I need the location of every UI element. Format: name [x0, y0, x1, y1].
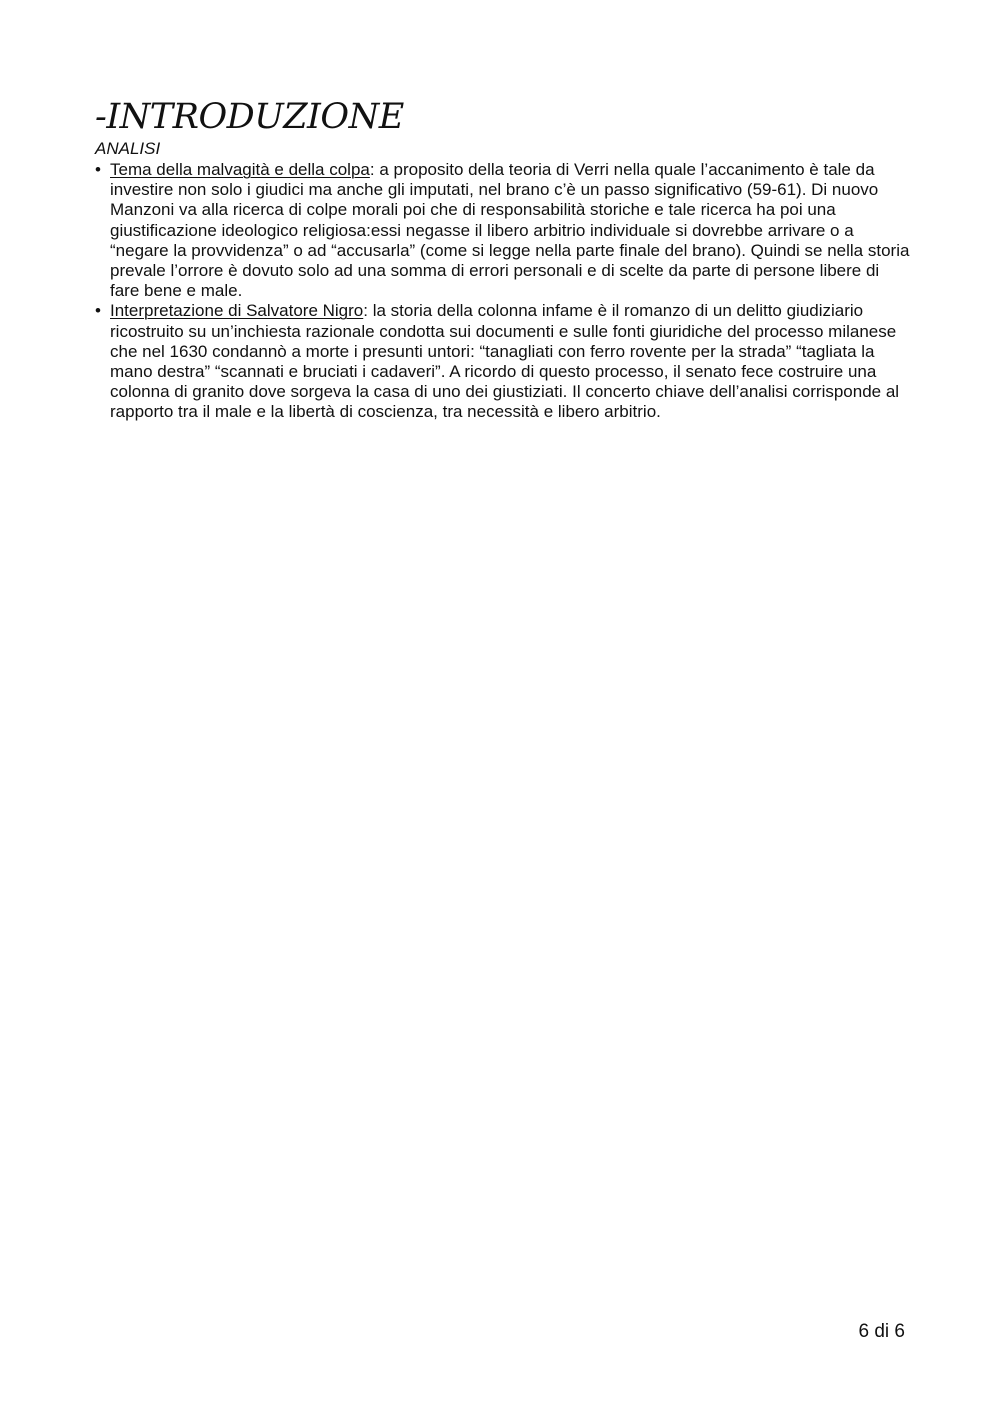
list-item [95, 160, 910, 301]
page-number: 6 di 6 [858, 1321, 905, 1342]
bullet-text: : a proposito della teoria di Verri nella quale l’accanimento è tale da investire non solo i giudici ma anche gli imputati, nel brano c’è un passo significativo (59-61). Di nuovo Manzoni va alla ricerca di colpe morali poi che di responsabilità storiche e tale ricerca ha poi una giustificazione ideologico religiosa:essi negasse il libero arbitrio individuale si dovrebbe arrivare o a “negare la provvidenza” o ad “accusarla” (come si legge nella parte finale del brano). Quindi se nella storia prevale l’orrore è dovuto solo ad una somma di errori personali e di scelte da parte di persone libere di fare bene e male. [110, 160, 910, 301]
bullet-term: Tema della malvagità e della colpa [110, 160, 370, 179]
section-label: ANALISI [95, 139, 161, 158]
bullet-text: : la storia della colonna infame è il romanzo di un delitto giudiziario ricostruito su un’inchiesta razionale condotta sui documenti e sulle fonti giuridiche del processo milanese che nel 1630 condannò a morte i presunti untori: “tanagliati con ferro rovente per la strada” “tagliata la mano destra” “scannati e bruciati i cadaveri”. A ricordo di questo processo, il senato fece costruire una colonna di granito dove sorgeva la casa di uno dei giustiziati. Il concerto chiave dell’analisi corrisponde al rapporto tra il male e la libertà di coscienza, tra necessità e libero arbitrio. [110, 301, 900, 422]
bullet-icon: • [95, 301, 101, 321]
page-title: -INTRODUZIONE [95, 97, 404, 137]
bullet-term: Interpretazione di Salvatore Nigro [110, 301, 364, 321]
bullet-icon: • [95, 160, 101, 179]
bullet-list [95, 160, 910, 423]
list-item [95, 301, 910, 422]
